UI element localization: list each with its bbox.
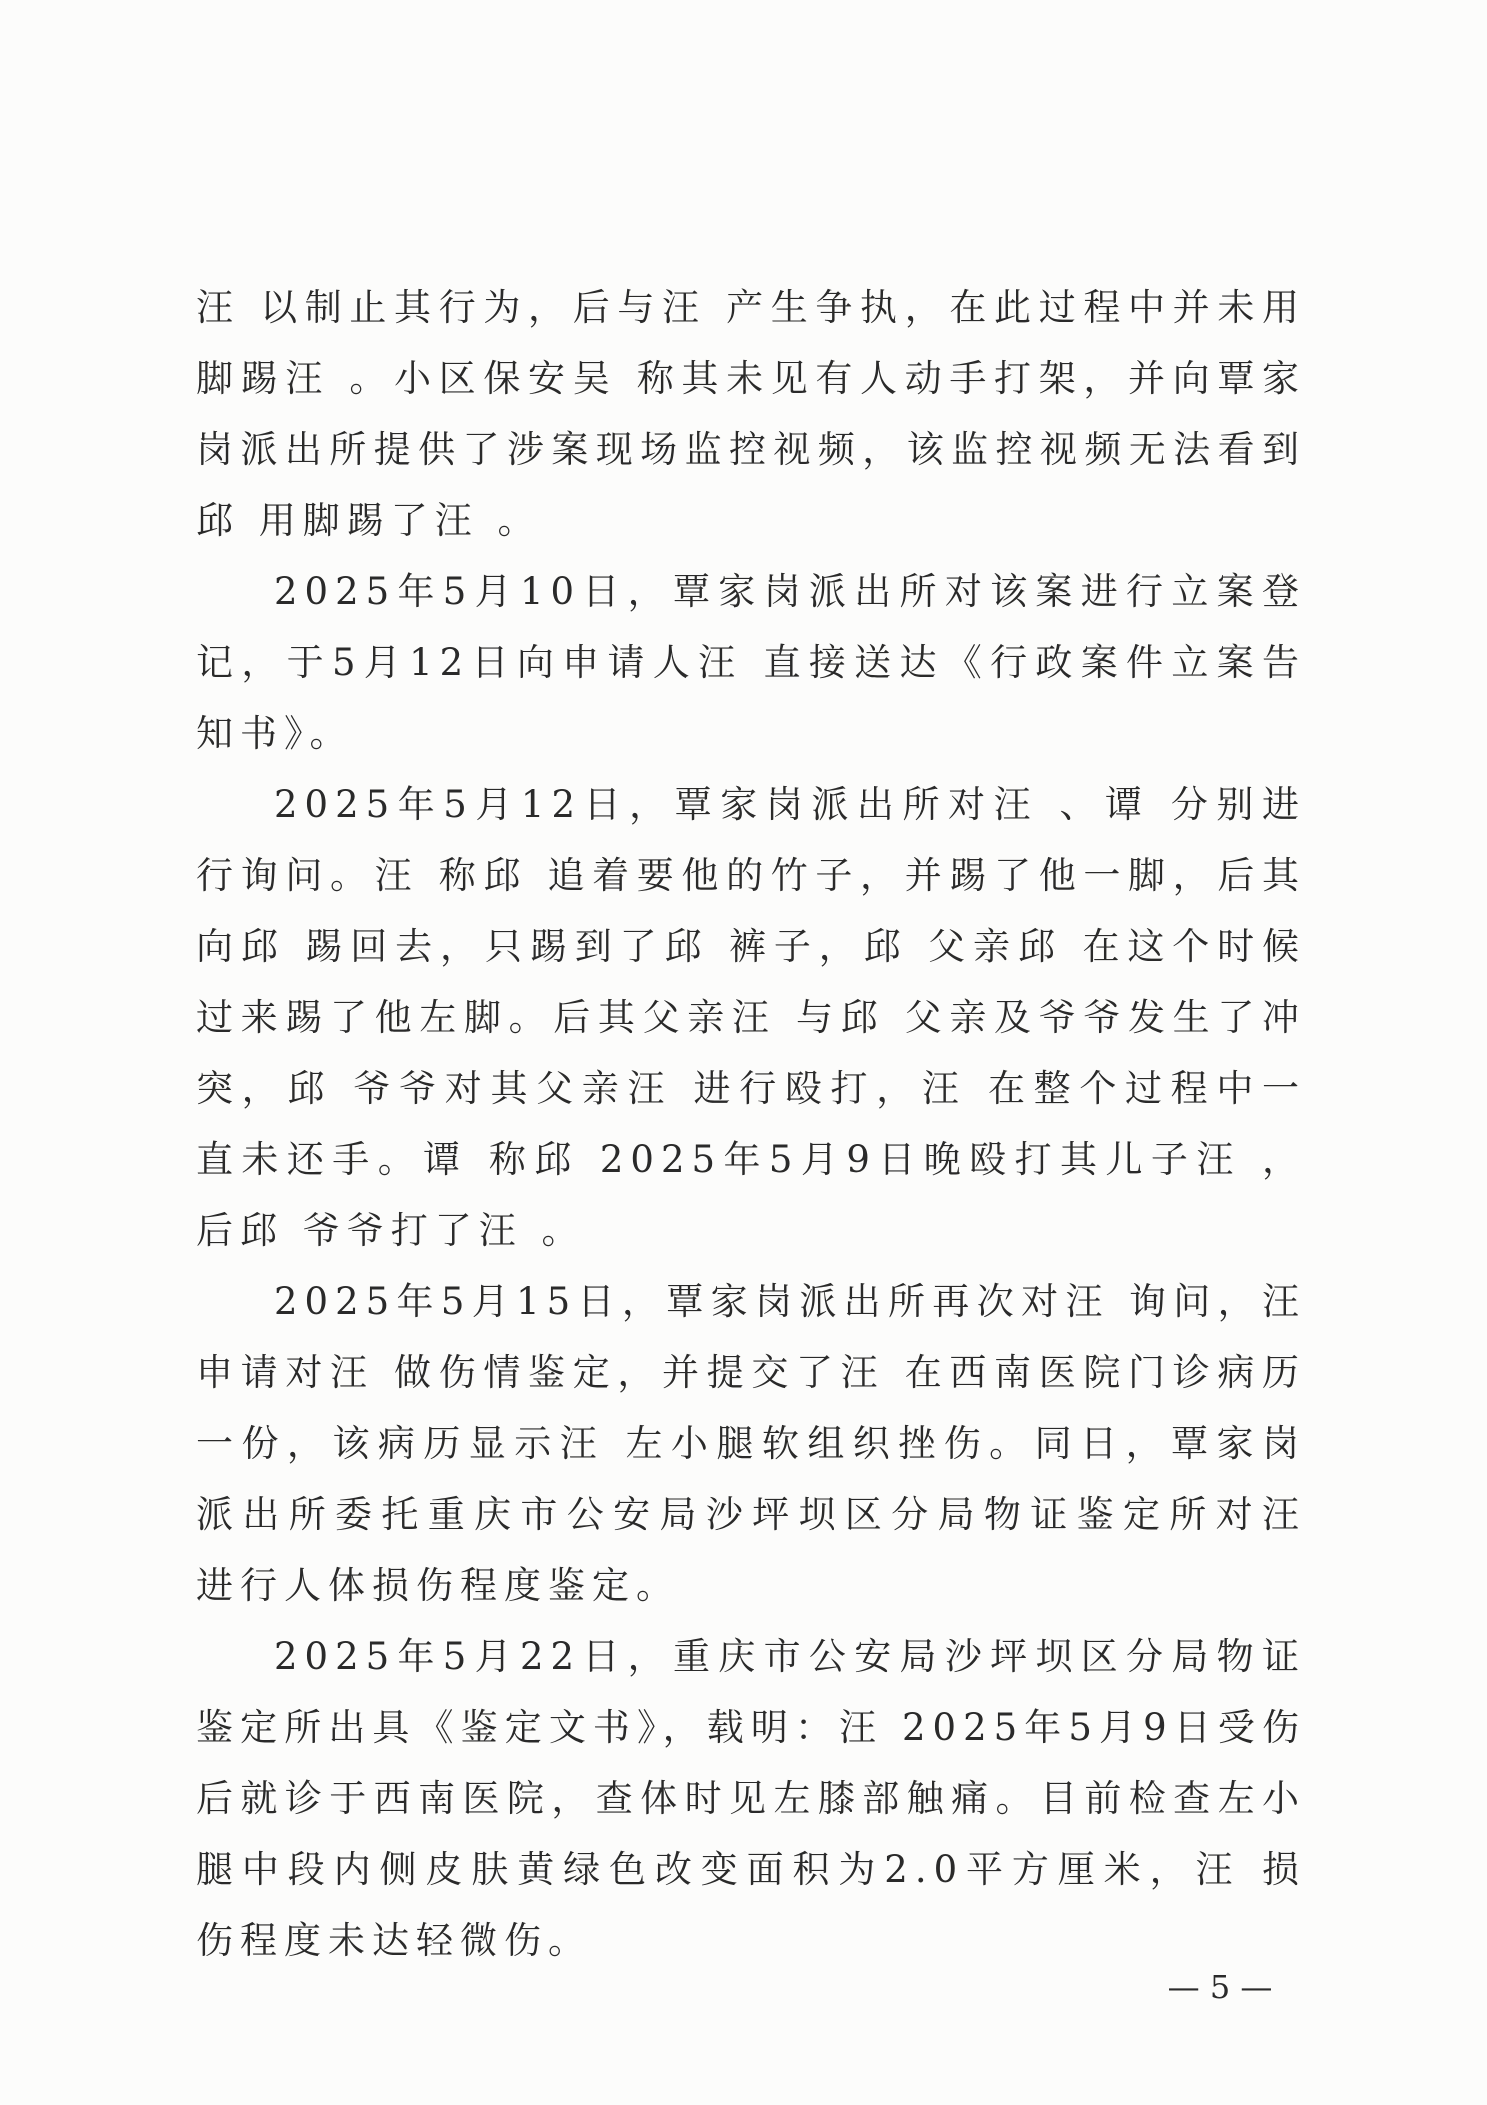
paragraph-injury-appraisal-request: 2025年5月15日，覃家岗派出所再次对汪 询问，汪 申请对汪 做伤情鉴定，并提交了汪 在西南医院门诊病历一份，该病历显示汪 左小腿软组织挫伤。同日，覃家岗派出所委托重庆市公安局沙坪坝区分局物证鉴定所对汪 进行人体损伤程度鉴定。 (196, 1280, 1306, 1607)
paragraph-appraisal-result: 2025年5月22日，重庆市公安局沙坪坝区分局物证鉴定所出具《鉴定文书》，载明：汪 2025年5月9日受伤后就诊于西南医院，查体时见左膝部触痛。目前检查左小腿中段内侧皮肤黄绿色改变面积为2.0平方厘米，汪 损伤程度未达轻微伤。 (196, 1635, 1306, 1962)
paragraph-continuation: 汪 以制止其行为，后与汪 产生争执，在此过程中并未用脚踢汪 。小区保安吴 称其未见有人动手打架，并向覃家岗派出所提供了涉案现场监控视频，该监控视频无法看到邱 用脚踢了汪 。 (196, 286, 1306, 542)
page-number: — 5 — (1167, 1968, 1273, 2006)
paragraph-inquiry: 2025年5月12日，覃家岗派出所对汪 、谭 分别进行询问。汪 称邱 追着要他的竹子，并踢了他一脚，后其向邱 踢回去，只踢到了邱 裤子，邱 父亲邱 在这个时候过来踢了他左脚。后其父亲汪 与邱 父亲及爷爷发生了冲突，邱 爷爷对其父亲汪 进行殴打，汪 在整个过程中一直未还手。谭 称邱 2025年5月9日晚殴打其儿子汪 ，后邱 爷爷打了汪 。 (196, 783, 1306, 1252)
paragraph-case-registration: 2025年5月10日，覃家岗派出所对该案进行立案登记，于5月12日向申请人汪 直接送达《行政案件立案告知书》。 (196, 570, 1306, 755)
document-body (196, 272, 1306, 1976)
